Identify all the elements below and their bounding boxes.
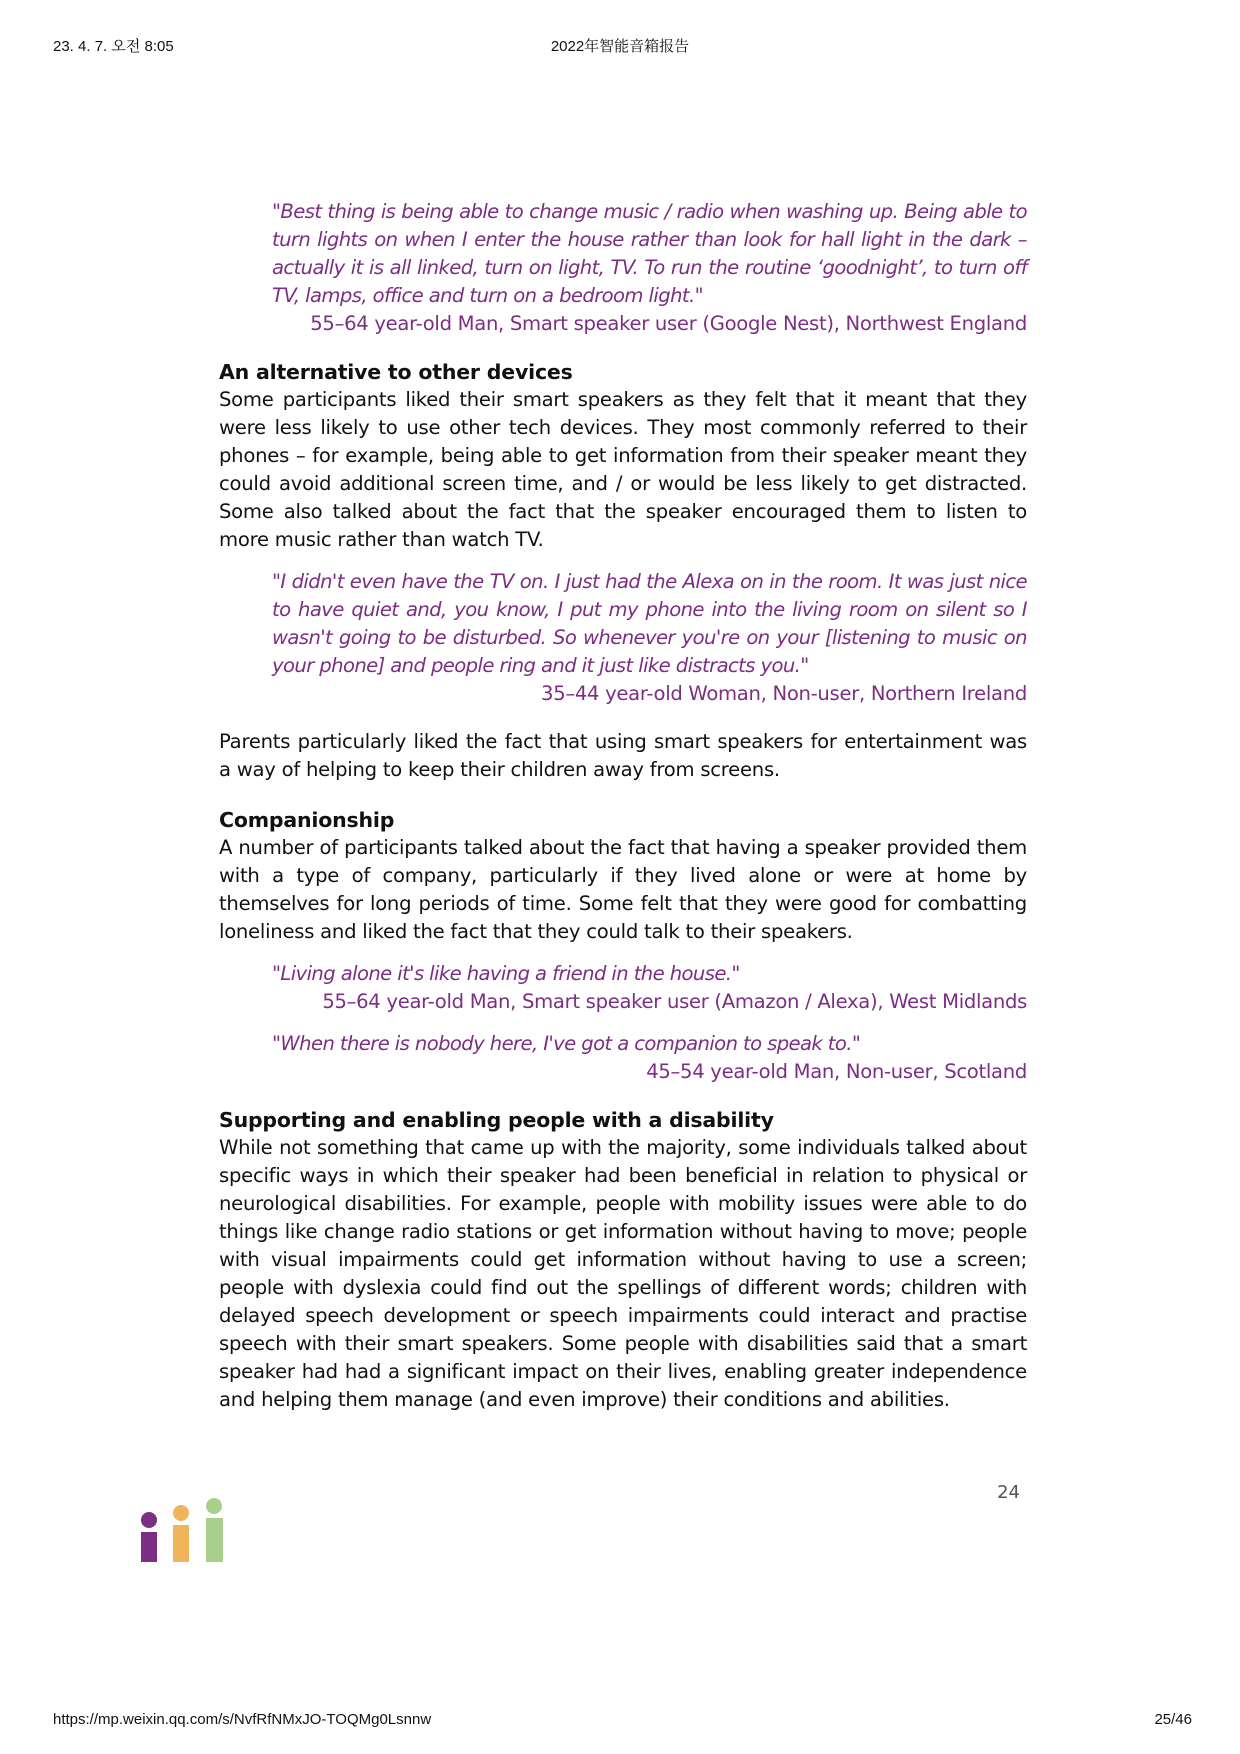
print-url: https://mp.weixin.qq.com/s/NvfRfNMxJO-TOQMg0Lsnnw [53,1711,432,1728]
section-body-companionship: A number of participants talked about the fact that having a speaker provided them with a type of company, particularly if they lived alone or were at home by themselves for long periods of time. Some felt that they were good for combatting loneliness and liked the fact that they could talk to their speakers. [219,836,1027,943]
logo-person-green-body [206,1518,223,1562]
print-header [0,35,1240,55]
section-heading-alternative: An alternative to other devices [219,360,573,384]
section-body-alternative: Some participants liked their smart speakers as they felt that it meant that they were less likely to use other tech devices. They most commonly referred to their phones – for example, being able to get information from their speaker meant they could avoid additional screen time, and / or would be less likely to get distracted. Some also talked about the fact that the speaker encouraged them to listen to more music rather than watch TV. [219,388,1027,551]
quote-4: "When there is nobody here, I've got a companion to speak to." [272,1032,861,1055]
parents-paragraph: Parents particularly liked the fact that using smart speakers for entertainment was a way of helping to keep their children away from screens. [219,730,1027,781]
logo-person-purple-body [141,1532,157,1562]
quote-2-attribution: 35–44 year-old Woman, Non-user, Northern Ireland [541,682,1027,705]
quote-4-attribution: 45–54 year-old Man, Non-user, Scotland [646,1060,1027,1083]
page-number: 24 [997,1482,1020,1503]
print-date: 23. 4. 7. 오전 8:05 [53,38,174,55]
quote-3: "Living alone it's like having a friend in the house." [272,962,740,985]
section-heading-companionship: Companionship [219,808,395,832]
quote-1-attribution: 55–64 year-old Man, Smart speaker user (Google Nest), Northwest England [310,312,1027,335]
quote-2: "I didn't even have the TV on. I just had the Alexa on in the room. It was just nice to have quiet and, you know, I put my phone into the living room on silent so I wasn't going to be disturbed. So whenever you're on your [listening to music on your phone] and people ring and it just like distracts you." [272,570,1027,677]
three-people-logo-icon [138,1498,238,1562]
print-page-count: 25/46 [1154,1711,1192,1728]
logo-person-green-head [206,1498,222,1514]
logo-person-purple-head [141,1512,157,1528]
quote-1: "Best thing is being able to change music / radio when washing up. Being able to turn lights on when I enter the house rather than look for hall light in the dark – actually it is all linked, turn on light, TV. To run the routine ‘goodnight’, to turn off TV, lamps, office and turn on a bedroom light." [272,200,1027,307]
logo-person-orange-body [173,1525,189,1562]
section-body-disability: While not something that came up with the majority, some individuals talked about specific ways in which their speaker had been beneficial in relation to physical or neurological disabilities. For example, people with mobility issues were able to do things like change radio stations or get information without having to move; people with visual impairments could get information without having to use a screen; people with dyslexia could find out the spellings of different words; children with delayed speech development or speech impairments could interact and practise speech with their smart speakers. Some people with disabilities said that a smart speaker had had a significant impact on their lives, enabling greater independence and helping them manage (and even improve) their conditions and abilities. [219,1136,1027,1411]
print-title: 2022年智能音箱报告 [550,38,690,55]
quote-3-attribution: 55–64 year-old Man, Smart speaker user (Amazon / Alexa), West Midlands [322,990,1027,1013]
logo-person-orange-head [173,1505,189,1521]
print-footer [0,1711,1240,1731]
document-body [219,198,1027,1414]
section-heading-disability: Supporting and enabling people with a disability [219,1108,774,1132]
